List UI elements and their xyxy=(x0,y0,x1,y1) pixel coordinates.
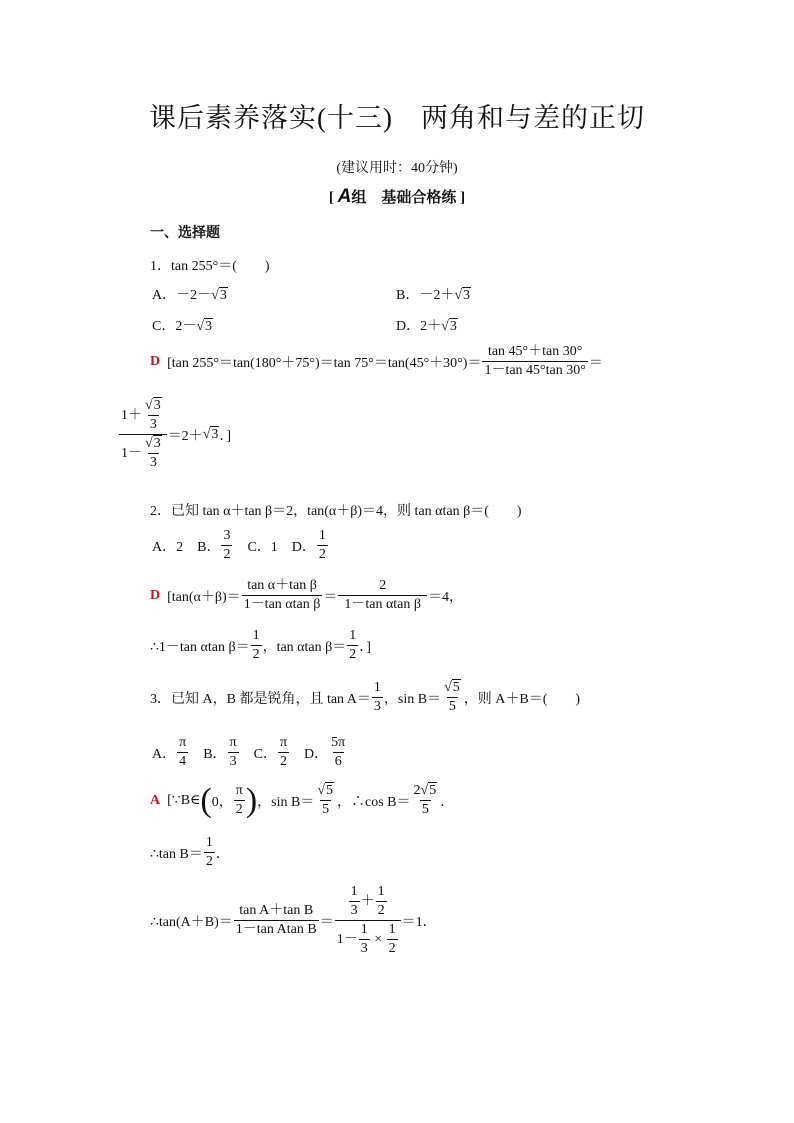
q1-complex-fraction: 1＋ $\frac{√3}{3}$ 1－ $\frac{√3}{3}$ xyxy=(119,398,167,471)
time-hint: (建议用时：40分钟) xyxy=(336,161,458,176)
q1-option-d: D．2＋√3 xyxy=(396,319,457,334)
q2-stem: 2．已知 tan α＋tan β＝2，tan(α＋β)＝4，则 tan αtan β＝( ) xyxy=(150,504,522,519)
section-heading: 一、选择题 xyxy=(150,226,220,241)
q1-option-c: C．2－√3 xyxy=(152,319,213,334)
group-letter: A xyxy=(337,186,352,207)
q3-answer: A xyxy=(150,792,161,808)
sqrt-icon: √3 xyxy=(454,288,471,303)
q3-options: A． $\frac{\pi}{4}$ B． $\frac{\pi}{3}$ C． $\frac{\pi}{2}$ D． $\frac{5\pi}{6}$ xyxy=(152,735,346,770)
sqrt-icon: √3 xyxy=(211,288,227,303)
q3-solution-line2: ∴tan B＝ $\frac{1}{2}$ ． xyxy=(150,835,230,870)
q2-answer: D xyxy=(150,587,161,603)
q1-option-b: B．－2＋√3 xyxy=(396,288,471,303)
page-title: 课后素养落实(十三) 两角和与差的正切 xyxy=(149,103,645,133)
q1-solution-line1: D [tan 255°＝tan(180°＋75°)＝tan 75°＝tan(45°＋30°)＝ $\frac{\tan 45^\circ+\tan 30^\circ}{1-\tan 45^\circ\tan 30^\circ}$ ＝ xyxy=(150,344,603,379)
q3-solution-line3: ∴tan(A＋B)＝ $\frac{\text{tan A＋tan B}}{\text{1－tan Atan B}}$ ＝ $\frac{1}{3}$ ＋ $\frac{1}{2}$ 1－ $\frac{1}{3}$ × $\frac{1}{2}$ ＝1． xyxy=(150,884,437,957)
q2-solution-line1: D [tan(α＋β)＝ $\frac{\text{tan α＋tan β}}{\text{1－tan αtan β}}$ ＝ $\frac{2}{\text{1－tan αtan β}}$ ＝4， xyxy=(150,578,464,613)
q1-stem: 1．tan 255°＝( ) xyxy=(150,259,270,274)
q2-options: A．2 B． $\frac{3}{2}$ C．1 D． $\frac{1}{2}$ xyxy=(152,528,326,563)
group-bracket-left: [ xyxy=(328,190,334,206)
q1-fraction: $\frac{\tan 45^\circ+\tan 30^\circ}{1-\tan 45^\circ\tan 30^\circ}$ xyxy=(484,344,586,379)
group-heading xyxy=(0,186,794,208)
q3-stem: 3．已知 A，B 都是锐角，且 tan A＝ $\frac{1}{3}$ ，sin B＝ $\frac{√5}{5}$ ，则 A＋B＝( ) xyxy=(150,680,581,715)
group-bracket-right: ] xyxy=(460,190,466,206)
q2-solution-line2: ∴1－tan αtan β＝ $\frac{1}{2}$ ，tan αtan β＝ $\frac{1}{2}$ ．] xyxy=(150,628,371,663)
sqrt-icon: √3 xyxy=(441,319,457,334)
q1-solution-line2: 1＋ $\frac{√3}{3}$ 1－ $\frac{√3}{3}$ ＝2＋ √3 ．] xyxy=(121,398,232,471)
q1-answer: D xyxy=(150,353,161,369)
group-label: 组 基础合格练 xyxy=(351,190,457,206)
sqrt-icon: √3 xyxy=(196,319,213,334)
q3-complex-fraction: $\frac{1}{3}$ ＋ $\frac{1}{2}$ 1－ $\frac{1}{3}$ × $\frac{1}{2}$ xyxy=(335,884,401,957)
q1-option-a: A．－2－√3 xyxy=(152,288,227,303)
q3-solution-line1: A [∵B∈ ( 0， $\frac{\pi}{2}$ ) ，sin B＝ $\frac{√5}{5}$ ，∴cos B＝ $\frac{2√5}{5}$ ． xyxy=(150,781,455,819)
